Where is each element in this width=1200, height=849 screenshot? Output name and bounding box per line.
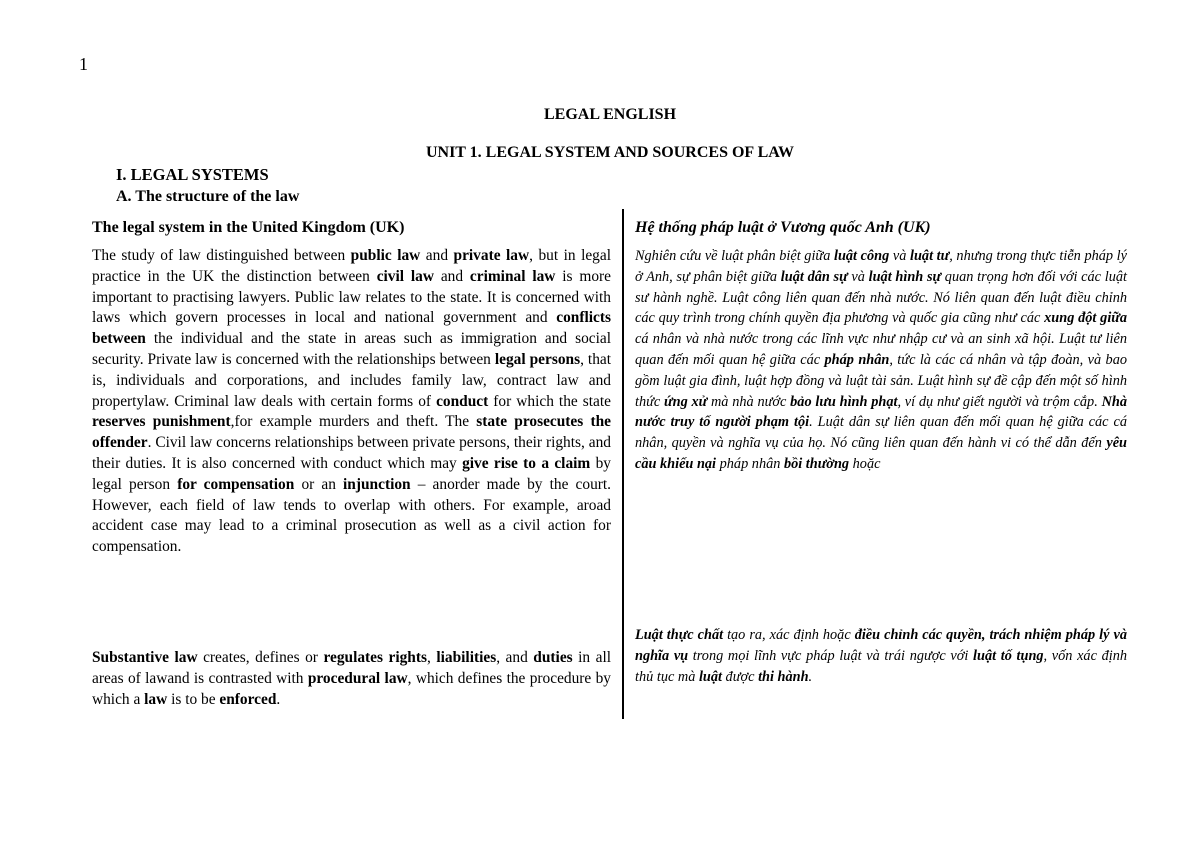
subsection-heading: A. The structure of the law bbox=[116, 188, 300, 205]
vietnamese-heading: Hệ thống pháp luật ở Vương quốc Anh (UK) bbox=[635, 219, 931, 236]
column-divider bbox=[622, 209, 624, 719]
english-paragraph-1: The study of law distinguished between public law and private law, but in legal practice in the UK the distinction between civil law and criminal law is more important to practising lawyers. Public law relates to the state. It is concerned with laws which govern processes in local and national government and conflicts between the individual and the state in areas such as immigration and social security. Private law is concerned with the relationships between legal persons, that is, individuals and corporations, and includes family law, contract law and propertylaw. Criminal law deals with certain forms of conduct for which the state reserves punishment,for example murders and theft. The state prosecutes the offender. Civil law concerns relationships between private persons, their rights, and their duties. It is also concerned with conduct which may give rise to a claim by legal person for compensation or an injunction – anorder made by the court. However, each field of law tends to overlap with others. For example, aroad accident case may lead to a criminal prosecution as well as a civil action for compensation. bbox=[92, 247, 612, 556]
english-heading: The legal system in the United Kingdom (UK) bbox=[92, 219, 405, 236]
page-number: 1 bbox=[79, 54, 88, 74]
english-paragraph-2: Substantive law creates, defines or regulates rights, liabilities, and duties in all areas of lawand is contrasted with procedural law, which defines the procedure by which a law is to be enforced. bbox=[92, 649, 612, 708]
unit-title: UNIT 1. LEGAL SYSTEM AND SOURCES OF LAW bbox=[425, 144, 795, 161]
section-heading: I. LEGAL SYSTEMS bbox=[116, 165, 269, 184]
vietnamese-paragraph-2: Luật thực chất tạo ra, xác định hoặc điều chỉnh các quyền, trách nhiệm pháp lý và nghĩa vụ trong mọi lĩnh vực pháp luật và trái ngược với luật tố tụng, vốn xác định thủ tục mà luật được thi hành. bbox=[635, 627, 1128, 685]
document-title: LEGAL ENGLISH bbox=[543, 106, 677, 123]
vietnamese-paragraph-1: Nghiên cứu về luật phân biệt giữa luật công và luật tư, nhưng trong thực tiễn pháp lý ở Anh, sự phân biệt giữa luật dân sự và luật hình sự quan trọng hơn đối với các luật sư hành nghề. Luật công liên quan đến nhà nước. Nó liên quan đến luật điều chỉnh các quy trình trong chính quyền địa phương và quốc gia cũng như các xung đột giữa cá nhân và nhà nước trong các lĩnh vực như nhập cư và an sinh xã hội. Luật tư liên quan đến mối quan hệ giữa các pháp nhân, tức là các cá nhân và tập đoàn, và bao gồm luật gia đình, luật hợp đồng và luật tài sản. Luật hình sự đề cập đến một số hình thức ứng xử mà nhà nước bảo lưu hình phạt, ví dụ như giết người và trộm cắp. Nhà nước truy tố người phạm tội. Luật dân sự liên quan đến mối quan hệ giữa các cá nhân, quyền và nghĩa vụ của họ. Nó cũng liên quan đến hành vi có thể dẫn đến yêu cầu khiếu nại pháp nhân bồi thường hoặc bbox=[635, 248, 1128, 472]
